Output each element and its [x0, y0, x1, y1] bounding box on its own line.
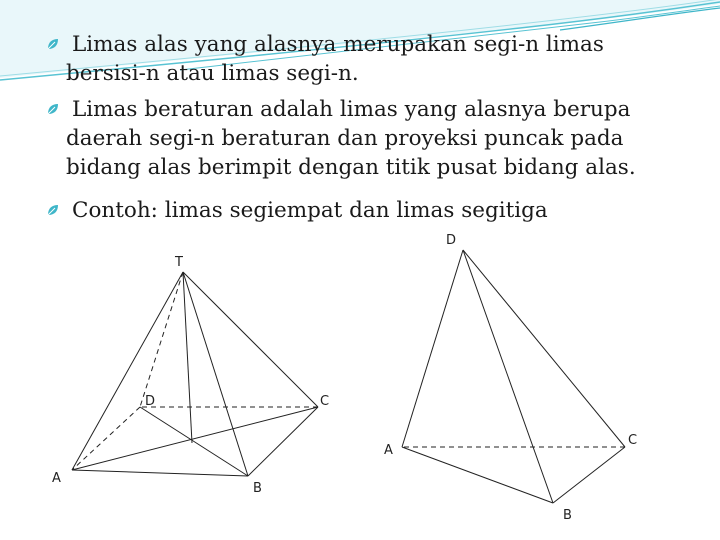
bullet-contoh	[50, 196, 700, 225]
bullet-limas-alas	[50, 30, 700, 88]
bullet-text-line: Limas beraturan adalah limas yang alasnya berupa	[72, 97, 631, 122]
pyramids-figure	[0, 225, 720, 540]
vertex-label-b: B	[563, 508, 572, 523]
leaf-bullet-icon	[46, 203, 60, 217]
diagonal-ac	[72, 407, 318, 470]
vertex-label-c: C	[628, 433, 638, 448]
square-pyramid-diagram	[72, 272, 318, 476]
vertex-label-d: D	[446, 233, 457, 248]
edge-db	[463, 250, 553, 503]
vertex-label-a: A	[52, 471, 61, 486]
edge-ab	[72, 470, 248, 476]
edge-bc	[553, 447, 625, 503]
vertex-label-c: C	[320, 394, 330, 409]
bullet-text-line: Contoh: limas segiempat dan limas segitiga	[72, 198, 548, 223]
diagonal-bd	[140, 407, 248, 476]
edge-bc	[248, 407, 318, 476]
bullet-text-line: bersisi-n atau limas segi-n.	[66, 61, 359, 86]
bullet-text-line: Limas alas yang alasnya merupakan segi-n limas	[72, 32, 604, 57]
edge-ab	[402, 447, 553, 503]
vertex-label-t: T	[175, 255, 183, 270]
leaf-bullet-icon	[46, 102, 60, 116]
edge-dc	[463, 250, 625, 447]
edge-td-hidden	[140, 272, 183, 407]
bullet-limas-beraturan	[50, 95, 700, 182]
vertex-label-a: A	[384, 443, 393, 458]
vertex-label-d: D	[145, 394, 156, 409]
bullet-text-line: daerah segi-n beraturan dan proyeksi puncak pada	[66, 126, 624, 151]
edge-ta	[72, 272, 183, 470]
edge-da-hidden	[72, 407, 140, 470]
edge-da	[402, 250, 463, 447]
edge-tb	[183, 272, 248, 476]
edge-tc	[183, 272, 318, 407]
leaf-bullet-icon	[46, 37, 60, 51]
vertex-label-b: B	[253, 481, 262, 496]
triangular-pyramid-diagram	[402, 250, 625, 503]
bullet-text-line: bidang alas berimpit dengan titik pusat bidang alas.	[66, 155, 636, 180]
